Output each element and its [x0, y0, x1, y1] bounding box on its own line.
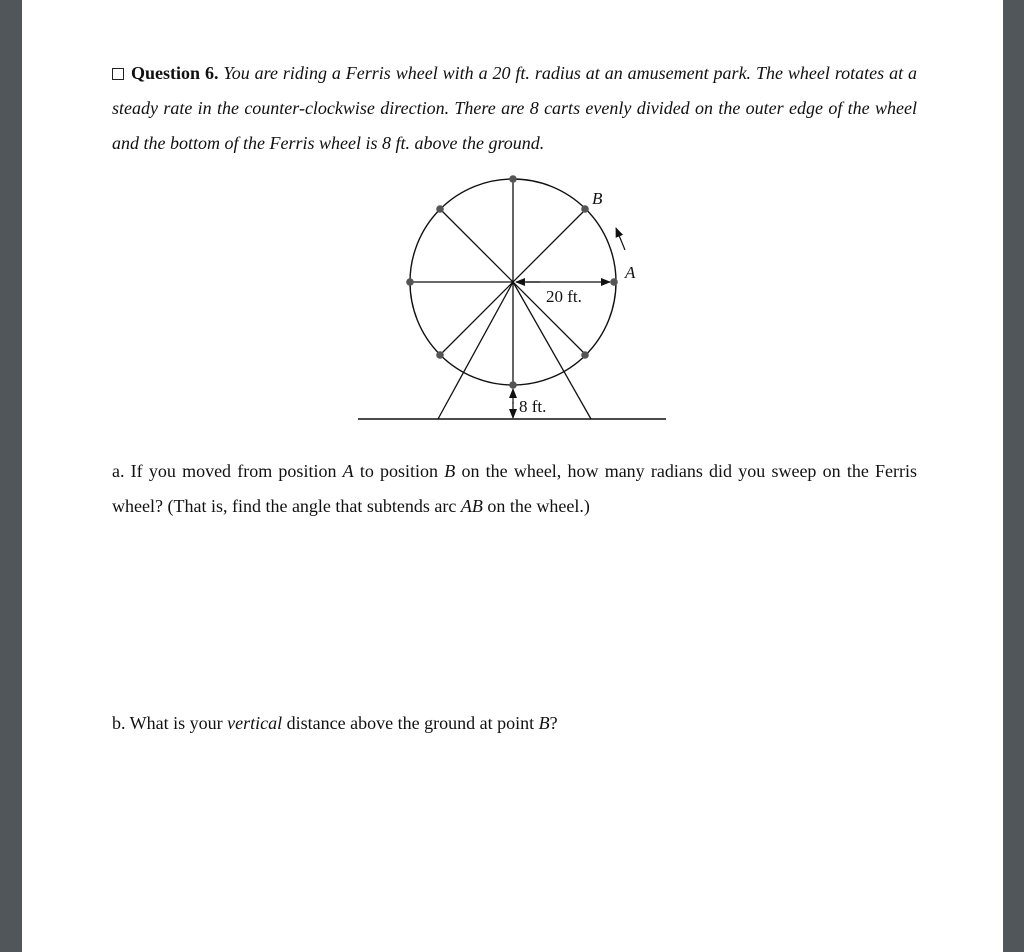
cart	[436, 205, 444, 213]
height-label: 8 ft.	[519, 397, 547, 416]
part-a-question	[112, 454, 917, 524]
question-text: You are riding a Ferris wheel with a 20 ft. radius at an amusement park. The wheel rotates at a steady rate in the counter-clockwise direction. There are 8 carts evenly divided on the outer edge of the wheel and the bottom of the Ferris wheel is 8 ft. above the ground.	[112, 63, 918, 153]
cart	[581, 205, 589, 213]
position-b: B	[444, 461, 456, 481]
vertical-word: vertical	[227, 713, 283, 733]
cart	[436, 351, 444, 359]
part-a-text: on the wheel.)	[482, 496, 590, 516]
support-leg-left	[438, 282, 513, 419]
arc-ab: AB	[460, 496, 483, 516]
part-b-text: b. What is your	[112, 713, 228, 733]
cart	[610, 278, 618, 286]
cart	[509, 175, 517, 183]
part-a-text: on the wheel, how many radians did you sweep on the Ferris wheel? (That is, find the angle that subtends arc	[112, 461, 918, 516]
label-a: A	[625, 263, 636, 282]
radius-label: 20 ft.	[546, 287, 582, 306]
cart	[581, 351, 589, 359]
part-a-text: a. If you moved from position	[112, 461, 343, 481]
position-a: A	[342, 461, 354, 481]
document-page	[22, 0, 1003, 952]
label-b: B	[592, 189, 603, 208]
point-b: B	[538, 713, 550, 733]
cart	[406, 278, 414, 286]
part-b-text: ?	[549, 713, 558, 733]
part-b-text: distance above the ground at point	[282, 713, 539, 733]
rotation-arrow	[616, 228, 625, 250]
part-a-text: to position	[353, 461, 445, 481]
cart	[509, 381, 517, 389]
question-label: Question 6.	[131, 63, 219, 83]
part-b-question	[112, 706, 917, 741]
